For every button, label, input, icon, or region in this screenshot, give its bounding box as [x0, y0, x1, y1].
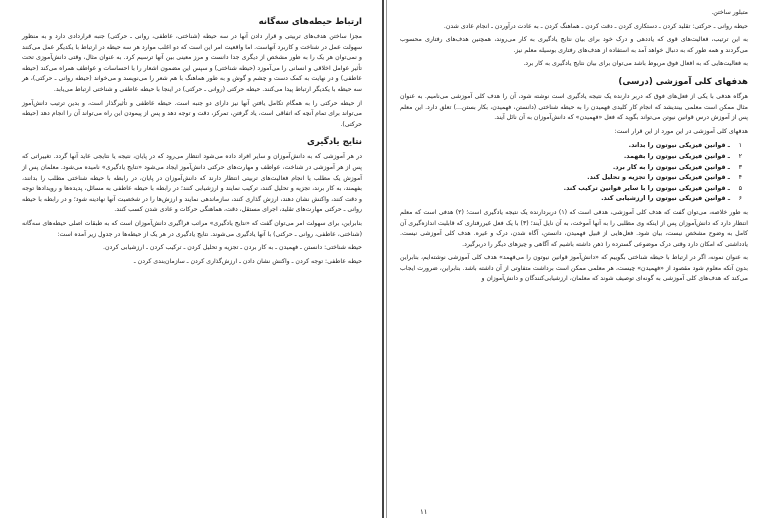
intro-line-2: حیطه روانی ـ حرکتی: تقلید کردن ـ دستکاری کردن ـ دقت کردن ـ هماهنگ کردن ـ به عادت درآوردن ـ انجام عادی شدن.: [443, 22, 748, 30]
summary-paragraph: به طور خلاصه، می‌توان گفت که هدف کلی آموزشی، هدفی است که (۱) دربردارنده یک نتیجه یادگیری است؛ (۲) هدفی است که معلم انتظار دارد که دانش‌آموزان پس از اینکه وی مطلبی را به آنها آموخت، به آن نایل آیند؛ (۳) با یک فعل غیررفتاری که قابلیت اندازه‌گیری آن کامل به وضوح مشخص نیست، بیان شود. فعل‌هایی از قبیل فهمیدن، دانستن، آگاه شدن، درک و غیره. هدف کلی آموزشی نیست. یادداشتی که امکان دارد وقتی درک موضوعی گسترده را ذهن داشته باشیم که آگاهی و چیزهای دیگر را دربرگیرد.: [400, 208, 749, 248]
right-page: [390, 0, 768, 518]
learning-outcomes-paragraph-2: بنابراین، برای سهولت امر می‌توان گفت که «نتایج یادگیری» مراتب فراگیری دانش‌آموزان است که به طبقات اصلی حیطه‌های سه‌گانه (شناختی، عاطفی، روانی ـ حرکتی) با آنها یادگیری می‌شوند. نتایج یادگیری در هر یک از حیطه‌ها در جدول زیر آمده است:: [22, 219, 362, 238]
learning-outcomes-paragraph: در هر آموزشی که به دانش‌آموزان و سایر افراد داده می‌شود انتظار می‌رود که در پایان، نتیجه یا نتایجی عاید آنها گردد. تغییراتی که پس از هر آموزشی در شناخت، عواطف و مهارت‌های حرکتی دانش‌آموز ایجاد می‌شود «نتایج یادگیری» نامیده می‌شود. معلمان پس از آموزش یک مطلب یا انجام فعالیت‌های تربیتی انتظار دارند که دانش‌آموزان در پایان، در رابطه با حیطه شناختی مطلب را بدانند، بفهمند، به کار برند، تجزیه و تحلیل کنند، ترکیب نمایند و ارزشیابی کنند؛ در رابطه با حیطه عاطفی به مسائل، پدیده‌ها و رویدادها توجه و دقت کنند، واکنش نشان دهند، ارزش گذاری کنند، سازماندهی نمایند و ارزش‌ها را در شخصیت آنها نهادینه شود؛ و در رابطه با حیطه روانی ـ حرکتی مهارت‌های تقلید، اجرای مستقل، دقت، هماهنگی حرکات و عادی شدن کسب کنند.: [22, 153, 362, 214]
left-page: [0, 0, 378, 518]
general-goals-paragraph-2: هدفهای کلی آموزشی در این مورد از این قرار است:: [614, 127, 748, 135]
cognitive-domain-line: حیطه شناختی: دانستن ـ فهمیدن ـ به کار بردن ـ تجزیه و تحلیل کردن ـ ترکیب کردن ـ ارزشیابی کردن.: [103, 244, 362, 252]
general-goals-paragraph-1: هرگاه هدفی با یکی از فعل‌های فوق که دربر دارنده یک نتیجه یادگیری است نوشته شود، آن را هدف کلی آموزشی می‌نامیم. به عنوان مثال ممکن است معلمی بیندیشد که انجام کار کلیدی فهمیدن را به حیطه شناختی (دانستن، فهمیدن، بکار بستن...) تعلق دارد. این معلم پس از آموزش درس قوانین نیوتن می‌تواند بگوید که فعل «فهمیدن» که دانش‌آموزان به آن نائل آیند.: [400, 92, 748, 122]
book-spine-shadow: [386, 0, 387, 518]
intro-line-3: به این ترتیب، فعالیت‌های قوی که یاددهی و درک خود برای بیان نتایج یادگیری به کار می‌روند، همچنین هدف‌های رفتاری محسوب می‌گردند و همه طور که به دنبال خواهد آمد به استفاده از هدف‌های رفتاری بوسیله معلم نیز.: [400, 36, 748, 54]
page-number: ۱۱: [420, 508, 428, 516]
goal-item: ۵ـ قوانین فیزیکی نیوتون را با سایر قوانین ترکیب کند.: [563, 183, 742, 192]
affective-domain-line: حیطه عاطفی: توجه کردن ـ واکنش نشان دادن ـ ارزش‌گذاری کردن ـ سازمان‌بندی کردن ـ: [133, 257, 362, 265]
goal-item: ۶ـ قوانین فیزیکی نیوتون را ارزشیابی کند.: [601, 194, 742, 203]
goals-list: [400, 140, 748, 204]
goal-item: ۳ـ قوانین فیزیکی نیوتون را به کار برد.: [612, 162, 742, 171]
book-spine-line: [382, 0, 384, 518]
intro-line-4: به فعالیت‌هایی که به افعال فوق مربوط باشد می‌توان برای بیان نتایج یادگیری به کار برد.: [523, 60, 748, 68]
domains-relation-paragraph: مجزا ساختن هدف‌های تربیتی و قرار دادن آنها در سه حیطه (شناختی، عاطفی، روانی ـ حرکتی) جنبه قراردادی دارد و به منظور سهولت عمل در شناخت و کاربرد آنهاست. اما واقعیت امر این است که دو اغلب موارد هر سه حیطه در ارتباط با یکدیگر عمل می‌کنند و نمی‌توان هر یک را به طور مشخص از دیگری جدا دانست و مرز معینی بین آنها ترسیم کرد. به عنوان مثال، وقتی دانش‌آموزی تحت تأثیر عوامل اخلاقی و انسانی را می‌آموزد (حیطه شناختی) و سپس این مضمون اشعار را با احساسات و عواطف همراه می‌کند (حیطه عاطفی) و در نهایت به کمک دست و چشم و گوش و به طور هماهنگ با هم شعر را می‌نویسد و می‌خواند (حیطه روانی ـ حرکتی)، هر سه حیطه با یکدیگر ارتباط پیدا می‌کنند. حیطه حرکتی (روانی ـ حرکتی) در اینجا با حیطه عاطفی و شناختی ارتباط می‌یابد.: [22, 33, 362, 93]
goal-item: ۱ـ قوانین فیزیکی نیوتون را بداند.: [628, 141, 742, 150]
section-heading-domains-relation: ارتباط حیطه‌های سه‌گانه: [258, 17, 362, 27]
goal-item: ۲ـ قوانین فیزیکی نیوتون را بفهمد.: [623, 151, 742, 160]
example-paragraph: به عنوان نمونه، اگر در ارتباط با حیطه شناختی بگوییم که «دانش‌آموز قوانین نیوتون را می‌فهمد» هدف کلی آموزشی نوشته‌ایم، بنابراین بدون آنکه معلوم شود مقصود از «فهمیدن» چیست، هر معلمی ممکن است برداشت متفاوتی از آن داشته باشد. بنابراین، ضرورت ایجاب می‌کند که هدف‌های کلی آموزشی به گونه‌ای توصیف شوند که معلمان، ارزشیابی‌کنندگان و دانش‌آموزان و: [400, 254, 748, 283]
domains-relation-paragraph-2: از حیطه حرکتی را به همگام تکامل یافتن آنها نیز دارای دو جنبه است. حیطه عاطفی و تأثیرگذار است، و بدین ترتیب دانش‌آموز می‌تواند برای تمام آنچه که اتفاقی است، یاد گرفتن، تمرکز، دقت و توجه دهد و پس از پیمودن این راه می‌تواند آن را انجام دهد (حیطه حرکتی).: [22, 99, 362, 128]
goal-item: ۴ـ قوانین فیزیکی نیوتون را تجزیه و تحلیل کند.: [587, 173, 742, 182]
section-heading-general-goals: هدفهای کلی آموزشی (درسی): [618, 76, 748, 87]
intro-line-1: متبلور ساختن.: [711, 9, 748, 16]
section-heading-learning-outcomes: نتایج یادگیری: [307, 137, 362, 148]
